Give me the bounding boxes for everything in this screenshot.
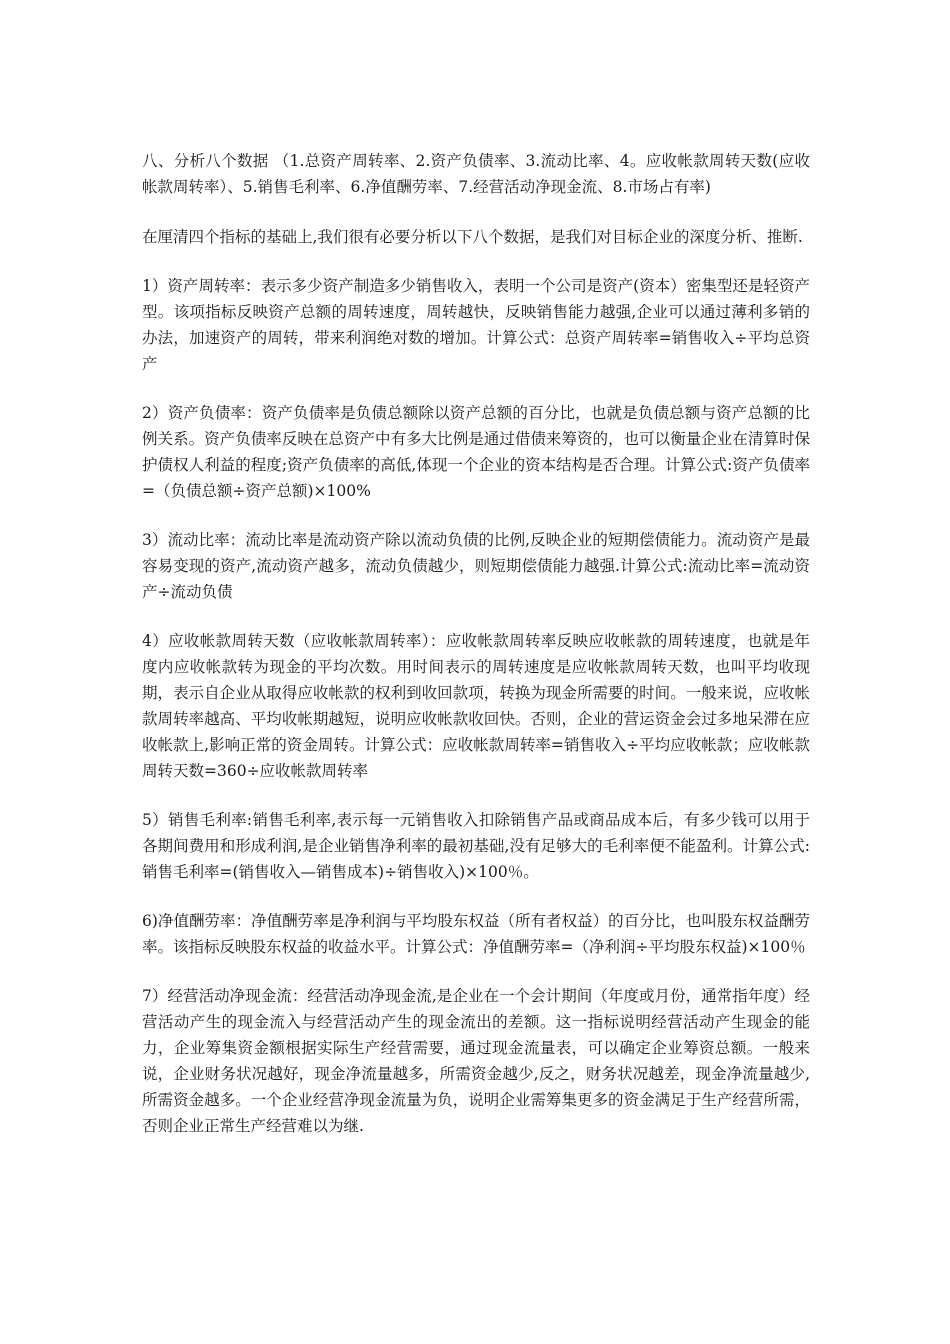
item-return-on-equity: 6)净值酬劳率：净值酬劳率是净利润与平均股东权益（所有者权益）的百分比，也叫股东权益酬劳率。该指标反映股东权益的收益水平。计算公式：净值酬劳率=（净利润÷平均股东权益)×100％ (142, 912, 810, 956)
document-body (142, 148, 810, 1162)
item-debt-ratio: 2）资产负债率：资产负债率是负债总额除以资产总额的百分比，也就是负债总额与资产总额的比例关系。资产负债率反映在总资产中有多大比例是通过借债来筹资的，也可以衡量企业在清算时保护债权人利益的程度;资产负债率的高低,体现一个企业的资本结构是否合理。计算公式:资产负债率=（负债总额÷资产总额)×100% (142, 404, 810, 500)
item-current-ratio: 3）流动比率：流动比率是流动资产除以流动负债的比例,反映企业的短期偿债能力。流动资产是最容易变现的资产,流动资产越多，流动负债越少，则短期偿债能力越强.计算公式:流动比率=流动资产÷流动负债 (142, 531, 810, 601)
intro-paragraph: 在厘清四个指标的基础上,我们很有必要分析以下八个数据，是我们对目标企业的深度分析、推断. (142, 228, 803, 246)
item-asset-turnover: 1）资产周转率：表示多少资产制造多少销售收入，表明一个公司是资产(资本）密集型还是轻资产型。该项指标反映资产总额的周转速度，周转越快，反映销售能力越强,企业可以通过薄利多销的办法，加速资产的周转，带来利润绝对数的增加。计算公式：总资产周转率=销售收入÷平均总资产 (142, 277, 810, 373)
section-heading: 八、分析八个数据 （1.总资产周转率、2.资产负债率、3.流动比率、4。应收帐款周转天数(应收帐款周转率）、5.销售毛利率、6.净值酬劳率、7.经营活动净现金流、8.市场占有率) (142, 152, 810, 196)
item-gross-margin: 5）销售毛利率:销售毛利率,表示每一元销售收入扣除销售产品或商品成本后，有多少钱可以用于各期间费用和形成利润,是企业销售净利率的最初基础,没有足够大的毛利率便不能盈利。计算公式:销售毛利率=(销售收入—销售成本)÷销售收入)×100％。 (142, 811, 810, 881)
item-receivables-turnover: 4）应收帐款周转天数（应收帐款周转率）：应收帐款周转率反映应收帐款的周转速度，也就是年度内应收帐款转为现金的平均次数。用时间表示的周转速度是应收帐款周转天数，也叫平均收现期，表示自企业从取得应收帐款的权利到收回款项，转换为现金所需要的时间。一般来说，应收帐款周转率越高、平均收帐期越短，说明应收帐款收回快。否则，企业的营运资金会过多地呆滞在应收帐款上,影响正常的资金周转。计算公式：应收帐款周转率=销售收入÷平均应收帐款；应收帐款周转天数=360÷应收帐款周转率 (142, 632, 810, 780)
item-operating-cash-flow: 7）经营活动净现金流：经营活动净现金流,是企业在一个会计期间（年度或月份，通常指年度）经营活动产生的现金流入与经营活动产生的现金流出的差额。这一指标说明经营活动产生现金的能力，企业筹集资金额根据实际生产经营需要，通过现金流量表，可以确定企业筹资总额。一般来说，企业财务状况越好，现金净流量越多，所需资金越少,反之，财务状况越差，现金净流量越少,所需资金越多。一个企业经营净现金流量为负，说明企业需筹集更多的资金满足于生产经营所需，否则企业正常生产经营难以为继. (142, 987, 810, 1135)
